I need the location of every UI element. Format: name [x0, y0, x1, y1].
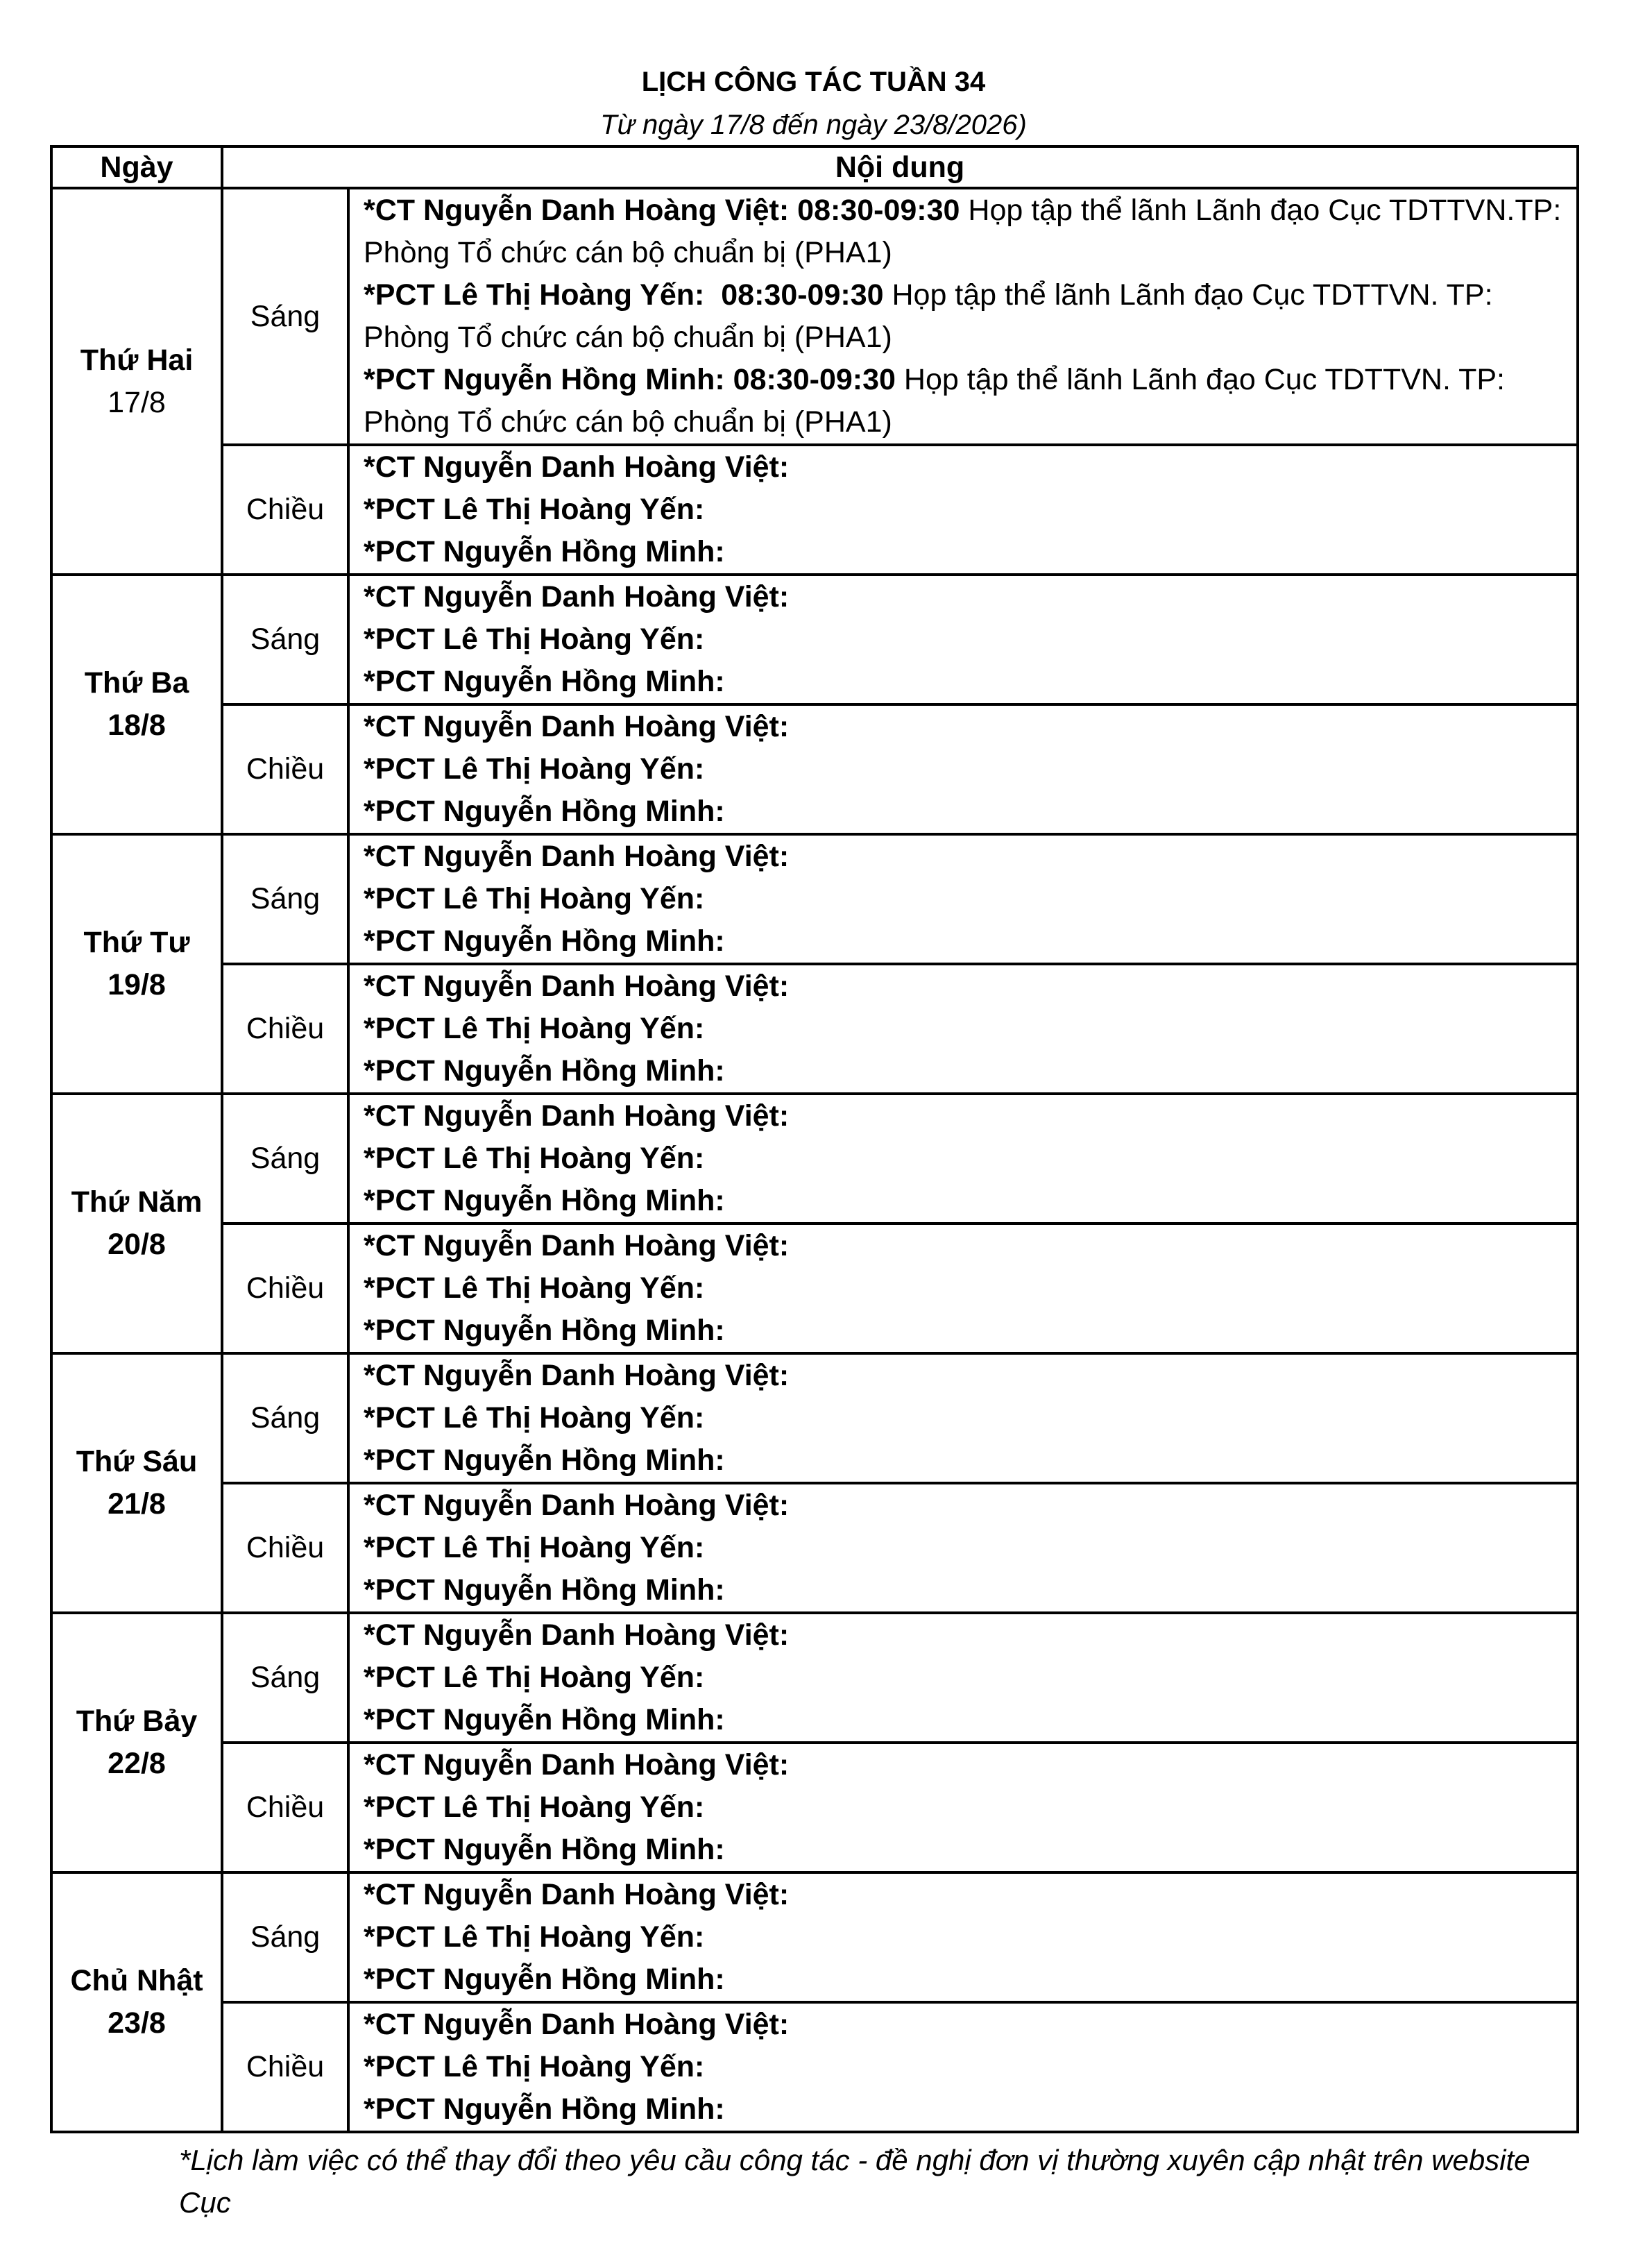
schedule-entry	[364, 1699, 1569, 1741]
schedule-entry	[364, 1874, 1569, 1916]
entry-person: *PCT Nguyễn Hồng Minh:	[364, 1573, 725, 1607]
entry-person: *PCT Nguyễn Hồng Minh:	[364, 1444, 725, 1477]
schedule-entry	[364, 1397, 1569, 1439]
schedule-entry	[364, 489, 1569, 531]
entry-person: *CT Nguyễn Danh Hoàng Việt:	[364, 1878, 790, 1911]
entry-person: *CT Nguyễn Danh Hoàng Việt:	[364, 1489, 790, 1522]
day-name: Chủ Nhật	[70, 1964, 203, 1997]
entry-person: *PCT Lê Thị Hoàng Yến:	[364, 1920, 705, 1954]
entry-person: *PCT Lê Thị Hoàng Yến:	[364, 623, 705, 656]
entry-person: *CT Nguyễn Danh Hoàng Việt:	[364, 450, 790, 484]
entry-person: *CT Nguyễn Danh Hoàng Việt:	[364, 840, 790, 873]
entry-person: *PCT Lê Thị Hoàng Yến:	[364, 278, 705, 312]
schedule-entry	[364, 2004, 1569, 2046]
schedule-entry	[364, 359, 1569, 443]
session-label: Chiều	[222, 1743, 348, 1872]
schedule-row	[51, 445, 1578, 575]
schedule-entry	[364, 790, 1569, 833]
schedule-entry	[364, 1829, 1569, 1871]
schedule-entry	[364, 618, 1569, 661]
schedule-row	[51, 2002, 1578, 2132]
entry-person: *PCT Nguyễn Hồng Minh:	[364, 363, 725, 396]
schedule-entry	[364, 1958, 1569, 2001]
day-name: Thứ Hai	[80, 343, 194, 377]
schedule-entry	[364, 661, 1569, 703]
day-name: Thứ Bảy	[76, 1704, 198, 1738]
session-label: Sáng	[222, 1872, 348, 2002]
entry-person: *CT Nguyễn Danh Hoàng Việt:	[364, 710, 790, 743]
entry-person: *CT Nguyễn Danh Hoàng Việt:	[364, 1748, 790, 1782]
entry-person: *PCT Lê Thị Hoàng Yến:	[364, 1142, 705, 1175]
schedule-row	[51, 834, 1578, 964]
entry-person: *PCT Lê Thị Hoàng Yến:	[364, 882, 705, 915]
day-date: 20/8	[108, 1228, 166, 1261]
schedule-entry	[364, 1050, 1569, 1092]
schedule-entry	[364, 1439, 1569, 1482]
entry-person: *PCT Lê Thị Hoàng Yến:	[364, 1012, 705, 1045]
schedule-entry	[364, 1095, 1569, 1137]
entry-person: *PCT Lê Thị Hoàng Yến:	[364, 1531, 705, 1564]
session-label: Sáng	[222, 188, 348, 445]
entry-person: *PCT Nguyễn Hồng Minh:	[364, 795, 725, 828]
day-date: 23/8	[108, 2006, 166, 2040]
footnote: *Lịch làm việc có thể thay đổi theo yêu cầu công tác - đề nghị đơn vị thường xuyên cập nhật trên website Cục	[179, 2144, 1531, 2219]
session-label: Chiều	[222, 704, 348, 834]
entry-person: *PCT Lê Thị Hoàng Yến:	[364, 1271, 705, 1305]
entry-text: Họp tập thể lãnh Lãnh đạo Cục TDTTVN. TP: Phòng Tổ chức cán bộ chuẩn bị (PHA1)	[364, 363, 1505, 439]
schedule-row	[51, 1483, 1578, 1613]
day-date: 17/8	[108, 385, 166, 419]
day-date: 18/8	[108, 709, 166, 742]
schedule-entry	[364, 1916, 1569, 1958]
schedule-row	[51, 1872, 1578, 2002]
entry-time: 08:30-09:30	[704, 278, 884, 312]
entry-person: *PCT Nguyễn Hồng Minh:	[364, 924, 725, 958]
entry-person: *PCT Nguyễn Hồng Minh:	[364, 665, 725, 698]
schedule-table	[50, 145, 1579, 2133]
schedule-row	[51, 1224, 1578, 1353]
entry-person: *PCT Nguyễn Hồng Minh:	[364, 2092, 725, 2126]
day-cell	[51, 834, 222, 1094]
schedule-entry	[364, 189, 1569, 274]
schedule-entry	[364, 1008, 1569, 1050]
entry-person: *PCT Nguyễn Hồng Minh:	[364, 1833, 725, 1866]
day-name: Thứ Năm	[71, 1185, 203, 1219]
day-date: 21/8	[108, 1487, 166, 1521]
entry-person: *PCT Nguyễn Hồng Minh:	[364, 1184, 725, 1217]
schedule-entry	[364, 1569, 1569, 1611]
day-cell	[51, 1613, 222, 1872]
session-content	[348, 1353, 1578, 1483]
document-title: LỊCH CÔNG TÁC TUẦN 34	[641, 67, 986, 97]
schedule-entry	[364, 706, 1569, 748]
entry-person: *PCT Lê Thị Hoàng Yến:	[364, 1661, 705, 1694]
schedule-entry	[364, 1267, 1569, 1310]
schedule-body	[51, 188, 1578, 2132]
table-header-row	[51, 146, 1578, 188]
day-cell	[51, 575, 222, 834]
schedule-entry	[364, 965, 1569, 1008]
entry-time: 08:30-09:30	[789, 194, 960, 227]
schedule-row	[51, 575, 1578, 704]
day-cell	[51, 1094, 222, 1353]
entry-text: Họp tập thể lãnh Lãnh đạo Cục TDTTVN.TP: Phòng Tổ chức cán bộ chuẩn bị (PHA1)	[364, 194, 1562, 269]
entry-person: *PCT Lê Thị Hoàng Yến:	[364, 1401, 705, 1435]
entry-person: *PCT Lê Thị Hoàng Yến:	[364, 752, 705, 786]
entry-person: *CT Nguyễn Danh Hoàng Việt:	[364, 580, 790, 613]
entry-person: *PCT Nguyễn Hồng Minh:	[364, 1314, 725, 1347]
session-label: Sáng	[222, 575, 348, 704]
entry-person: *PCT Nguyễn Hồng Minh:	[364, 1703, 725, 1736]
day-name: Thứ Sáu	[76, 1445, 198, 1478]
session-label: Chiều	[222, 1224, 348, 1353]
schedule-entry	[364, 878, 1569, 920]
schedule-entry	[364, 1657, 1569, 1699]
schedule-entry	[364, 748, 1569, 790]
entry-person: *PCT Lê Thị Hoàng Yến:	[364, 2050, 705, 2083]
day-cell	[51, 188, 222, 575]
schedule-entry	[364, 2088, 1569, 2131]
day-date: 19/8	[108, 968, 166, 1001]
schedule-row	[51, 964, 1578, 1094]
entry-person: *CT Nguyễn Danh Hoàng Việt:	[364, 970, 790, 1003]
day-cell	[51, 1353, 222, 1613]
session-content	[348, 575, 1578, 704]
day-name: Thứ Tư	[83, 926, 190, 959]
session-content	[348, 1872, 1578, 2002]
session-label: Sáng	[222, 1613, 348, 1743]
schedule-entry	[364, 1180, 1569, 1222]
schedule-entry	[364, 1225, 1569, 1267]
entry-person: *PCT Lê Thị Hoàng Yến:	[364, 493, 705, 526]
schedule-entry	[364, 1137, 1569, 1180]
entry-person: *CT Nguyễn Danh Hoàng Việt:	[364, 1099, 790, 1133]
session-content	[348, 1094, 1578, 1224]
schedule-entry	[364, 836, 1569, 878]
entry-person: *CT Nguyễn Danh Hoàng Việt:	[364, 1618, 790, 1652]
entry-text: Họp tập thể lãnh Lãnh đạo Cục TDTTVN. TP: Phòng Tổ chức cán bộ chuẩn bị (PHA1)	[364, 278, 1493, 354]
schedule-entry	[364, 1614, 1569, 1657]
schedule-entry	[364, 531, 1569, 573]
session-content	[348, 1743, 1578, 1872]
schedule-row	[51, 1094, 1578, 1224]
schedule-row	[51, 1743, 1578, 1872]
schedule-row	[51, 1613, 1578, 1743]
schedule-row	[51, 1353, 1578, 1483]
session-content	[348, 1224, 1578, 1353]
session-content	[348, 834, 1578, 964]
session-content	[348, 188, 1578, 445]
entry-person: *CT Nguyễn Danh Hoàng Việt:	[364, 2008, 790, 2041]
schedule-entry	[364, 2046, 1569, 2088]
schedule-entry	[364, 1310, 1569, 1352]
entry-person: *PCT Nguyễn Hồng Minh:	[364, 1963, 725, 1996]
entry-person: *PCT Nguyễn Hồng Minh:	[364, 1054, 725, 1088]
schedule-entry	[364, 1355, 1569, 1397]
session-content	[348, 964, 1578, 1094]
day-cell	[51, 1872, 222, 2132]
session-label: Sáng	[222, 834, 348, 964]
day-name: Thứ Ba	[84, 666, 189, 700]
document-subtitle: Từ ngày 17/8 đến ngày 23/8/2026)	[600, 110, 1027, 140]
session-content	[348, 704, 1578, 834]
header-content: Nội dung	[222, 146, 1578, 188]
schedule-entry	[364, 446, 1569, 489]
schedule-entry	[364, 1484, 1569, 1527]
header-day: Ngày	[51, 146, 222, 188]
session-content	[348, 1483, 1578, 1613]
entry-time: 08:30-09:30	[724, 363, 896, 396]
schedule-entry	[364, 274, 1569, 359]
schedule-entry	[364, 1744, 1569, 1786]
day-date: 22/8	[108, 1747, 166, 1780]
schedule-entry	[364, 576, 1569, 618]
schedule-entry	[364, 1786, 1569, 1829]
schedule-row	[51, 704, 1578, 834]
session-content	[348, 2002, 1578, 2132]
entry-person: *CT Nguyễn Danh Hoàng Việt:	[364, 194, 790, 227]
session-label: Sáng	[222, 1094, 348, 1224]
entry-person: *CT Nguyễn Danh Hoàng Việt:	[364, 1229, 790, 1262]
session-label: Chiều	[222, 445, 348, 575]
session-label: Chiều	[222, 964, 348, 1094]
session-content	[348, 445, 1578, 575]
entry-person: *PCT Lê Thị Hoàng Yến:	[364, 1791, 705, 1824]
schedule-entry	[364, 1527, 1569, 1569]
session-label: Chiều	[222, 1483, 348, 1613]
schedule-row	[51, 188, 1578, 445]
entry-person: *PCT Nguyễn Hồng Minh:	[364, 535, 725, 568]
session-label: Chiều	[222, 2002, 348, 2132]
session-label: Sáng	[222, 1353, 348, 1483]
schedule-entry	[364, 920, 1569, 963]
session-content	[348, 1613, 1578, 1743]
entry-person: *CT Nguyễn Danh Hoàng Việt:	[364, 1359, 790, 1392]
